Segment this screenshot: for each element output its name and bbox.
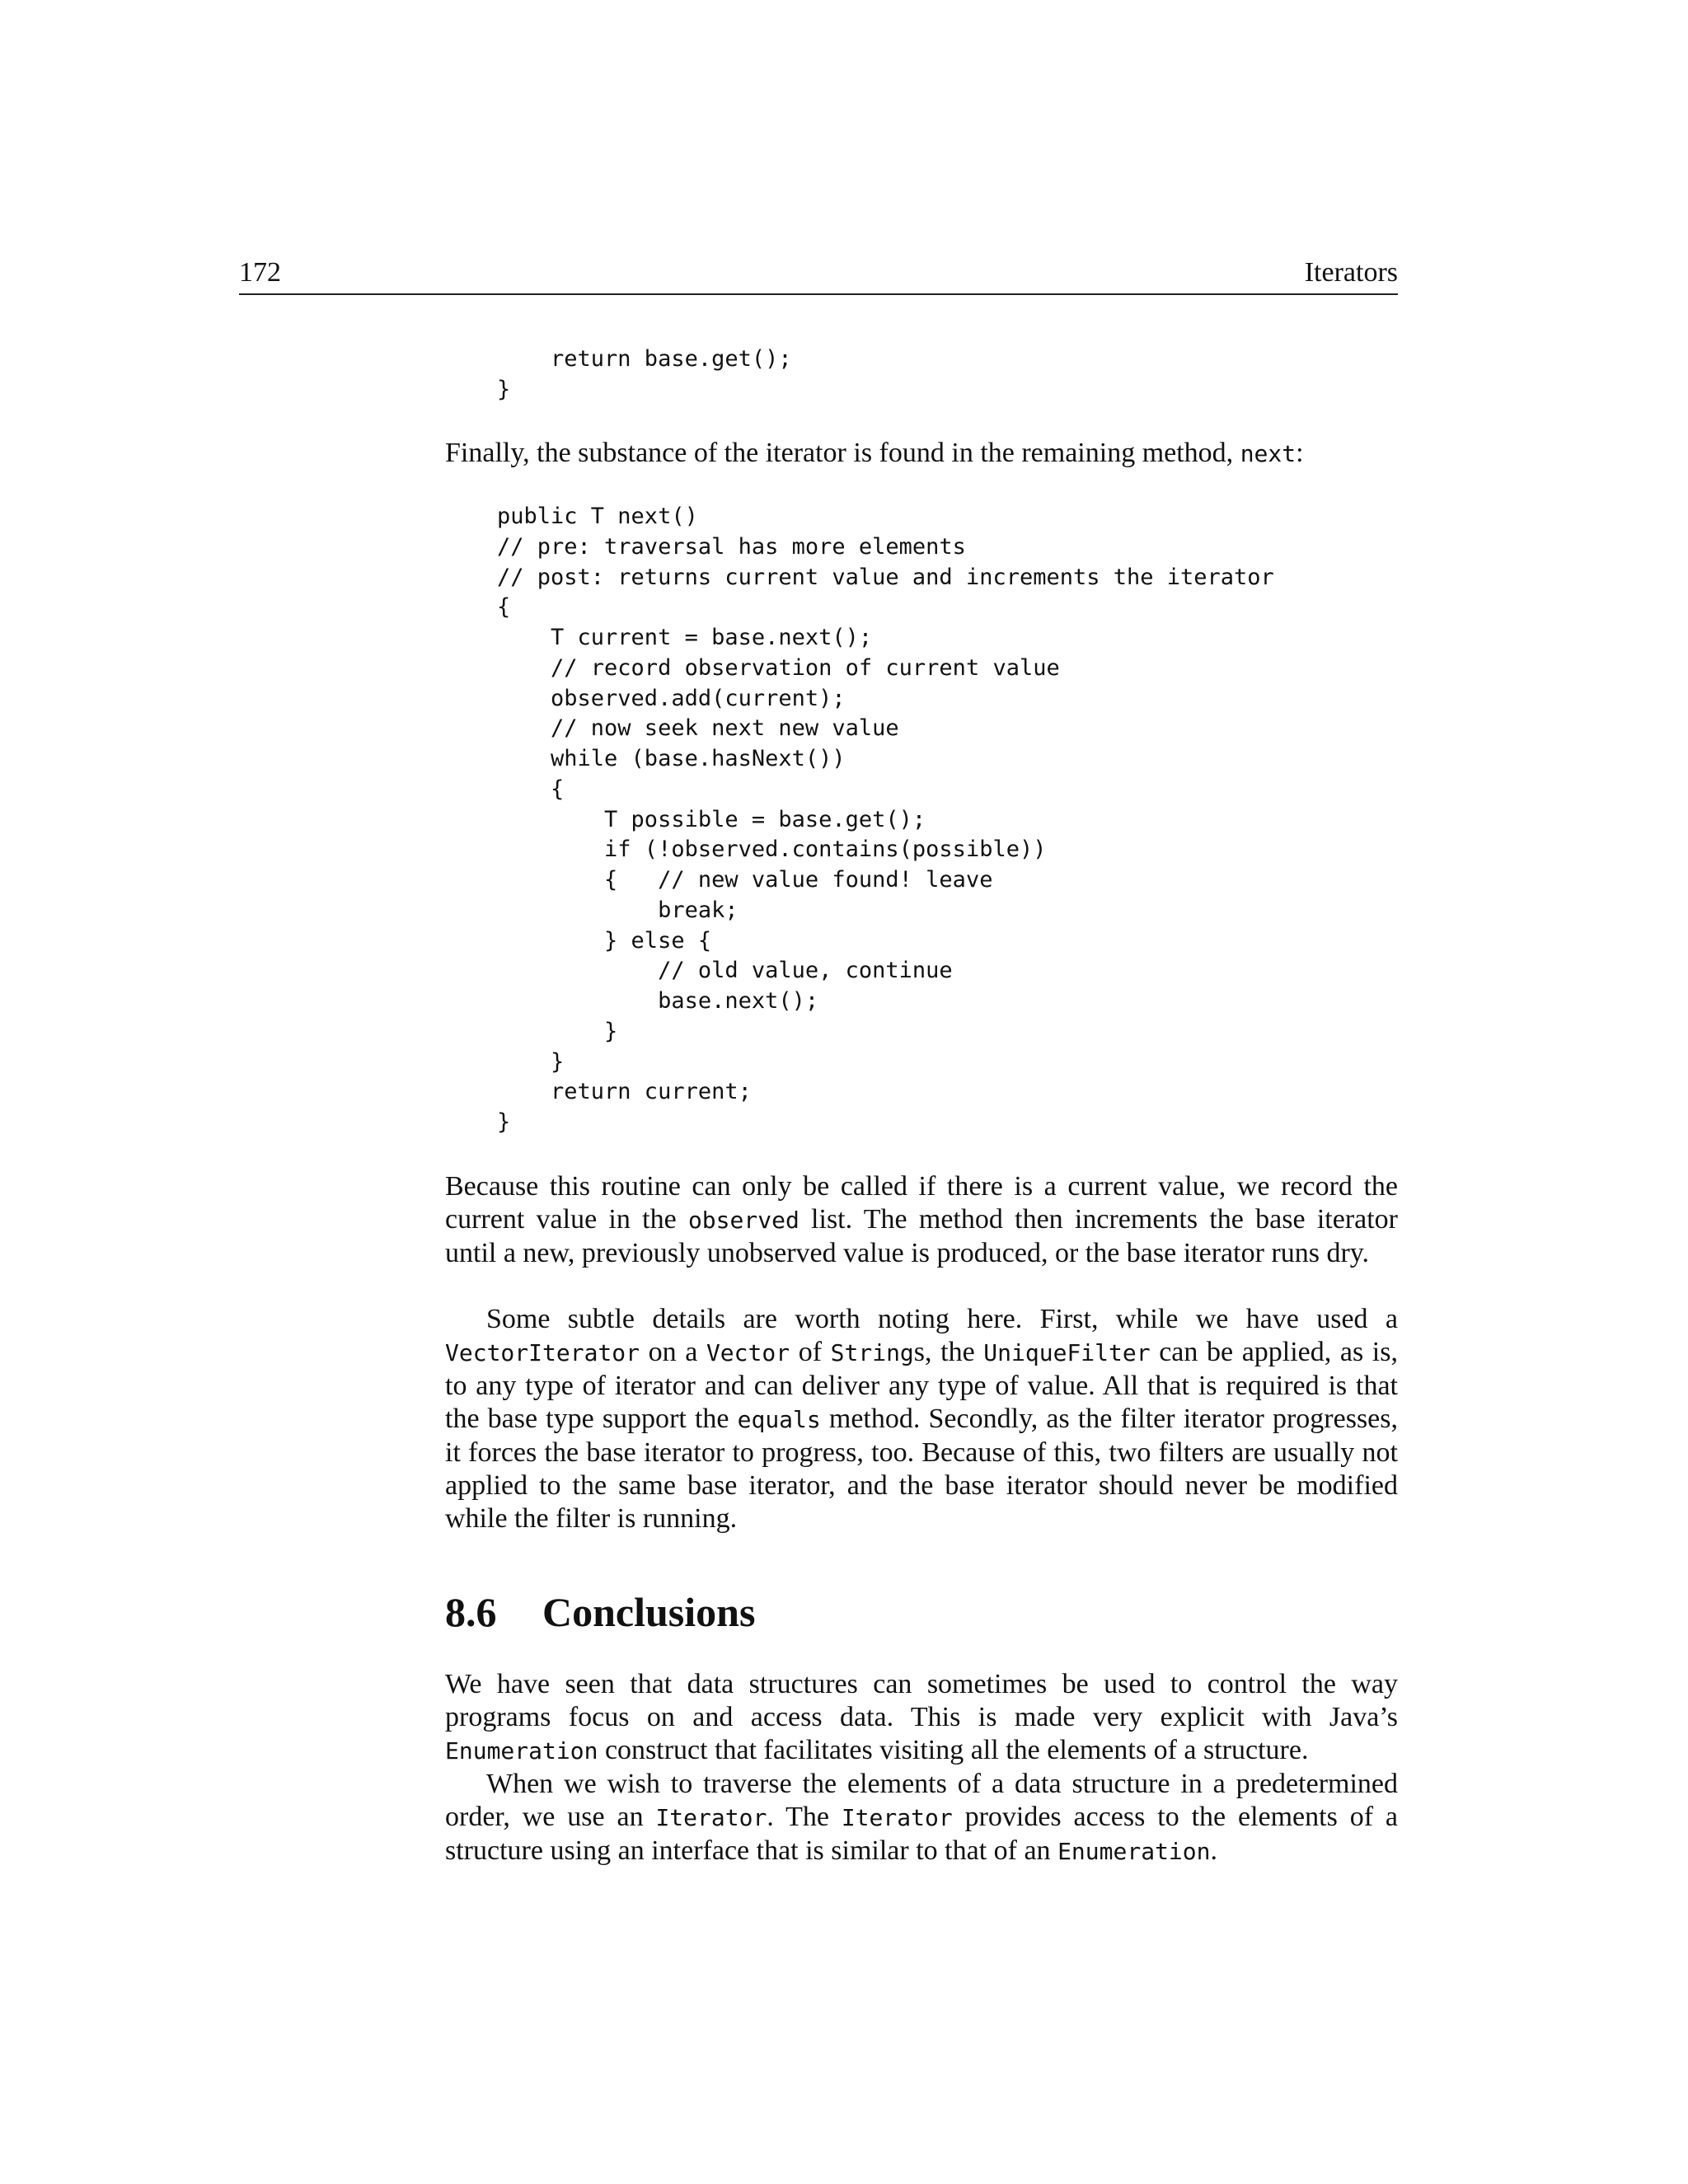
paragraph-subtle-details [445, 1303, 1398, 1535]
paragraph-text: can be applied, as is, to any type of iterator and can deliver any type of value. All that is required is that the base type support the [445, 1337, 1398, 1434]
paragraph-text: Some subtle details are worth noting here. First, while we have used a [486, 1304, 1398, 1334]
paragraph-text: construct that facilitates visiting all the elements of a structure. [598, 1735, 1309, 1765]
section-heading [445, 1587, 755, 1637]
code-line: } [497, 1048, 565, 1075]
section-title: Conclusions [542, 1589, 756, 1635]
paragraph-text: Finally, the substance of the iterator is found in the remaining method, [445, 438, 1240, 468]
chapter-title: Iterators [1304, 257, 1398, 288]
inline-code: next [1240, 440, 1296, 467]
code-line: // old value, continue [497, 958, 953, 984]
inline-code: VectorIterator [445, 1339, 640, 1366]
inline-code: Iterator [841, 1804, 953, 1831]
code-line: public T next() [497, 504, 698, 529]
inline-code: String [830, 1339, 914, 1366]
page-number: 172 [239, 257, 281, 288]
code-line: } else { [497, 927, 712, 954]
paragraph-text: s, the [913, 1337, 984, 1367]
code-line: break; [497, 897, 738, 923]
paragraph-text: Because this routine can only be called if there is a current value, we record the current value in the [445, 1171, 1398, 1235]
paragraph-text: list. The method then increments the base iterator until a new, previously unobserved value is produced, or the base iterator runs dry. [445, 1204, 1398, 1268]
paragraph-text: on a [640, 1337, 706, 1367]
code-line: return current; [497, 1079, 752, 1105]
inline-code: Enumeration [445, 1737, 598, 1765]
code-line: // record observation of current value [497, 654, 1060, 681]
code-block-next-method [497, 502, 1274, 1138]
code-line: T possible = base.get(); [497, 806, 926, 832]
inline-code: Iterator [655, 1804, 767, 1831]
code-block-get-tail [497, 344, 792, 405]
paragraph-text: method. Secondly, as the filter iterator progresses, it forces the base iterator to progress, too. Because of this, two filters are usually not applied to the same base iterator, and the base iterator should never be modified while the filter is running. [445, 1404, 1398, 1534]
paragraph-text: . [1210, 1835, 1217, 1866]
section-number: 8.6 [445, 1589, 497, 1635]
code-line: { [497, 776, 565, 802]
code-line: } [497, 1018, 618, 1044]
inline-code: observed [687, 1207, 799, 1234]
code-line: base.next(); [497, 988, 819, 1014]
paragraph-text: When we wish to traverse the elements of a data structure in a predetermined order, we use an [445, 1769, 1398, 1832]
code-line: } [497, 1109, 511, 1135]
paragraph-text: We have seen that data structures can sometimes be used to control the way programs focus on and access data. This is made very explicit with Java’s [445, 1669, 1398, 1732]
code-line: // now seek next new value [497, 715, 899, 742]
inline-code: Enumeration [1057, 1838, 1211, 1865]
paragraph-text: provides access to the elements of a structure using an interface that is similar to that of an [445, 1802, 1399, 1866]
paragraph-because [445, 1170, 1398, 1270]
code-line: { // new value found! leave [497, 867, 993, 893]
paragraph-text: . The [767, 1802, 842, 1832]
code-line: // post: returns current value and increments the iterator [497, 564, 1274, 590]
code-line: return base.get(); [497, 346, 792, 372]
paragraph-text: of [790, 1337, 831, 1367]
running-header [239, 251, 1398, 295]
code-line: observed.add(current); [497, 685, 846, 711]
code-line: } [497, 376, 511, 402]
code-line: { [497, 594, 511, 621]
code-line: while (base.hasNext()) [497, 746, 846, 771]
code-line: if (!observed.contains(possible)) [497, 837, 1047, 863]
inline-code: UniqueFilter [983, 1339, 1151, 1366]
paragraph-conclusions-2 [445, 1768, 1398, 1868]
inline-code: equals [737, 1406, 821, 1433]
inline-code: Vector [706, 1339, 790, 1366]
code-line: T current = base.next(); [497, 625, 873, 650]
paragraph-intro [445, 437, 1398, 471]
paragraph-text: : [1296, 438, 1304, 468]
paragraph-conclusions-1 [445, 1668, 1398, 1768]
code-line: // pre: traversal has more elements [497, 533, 966, 560]
